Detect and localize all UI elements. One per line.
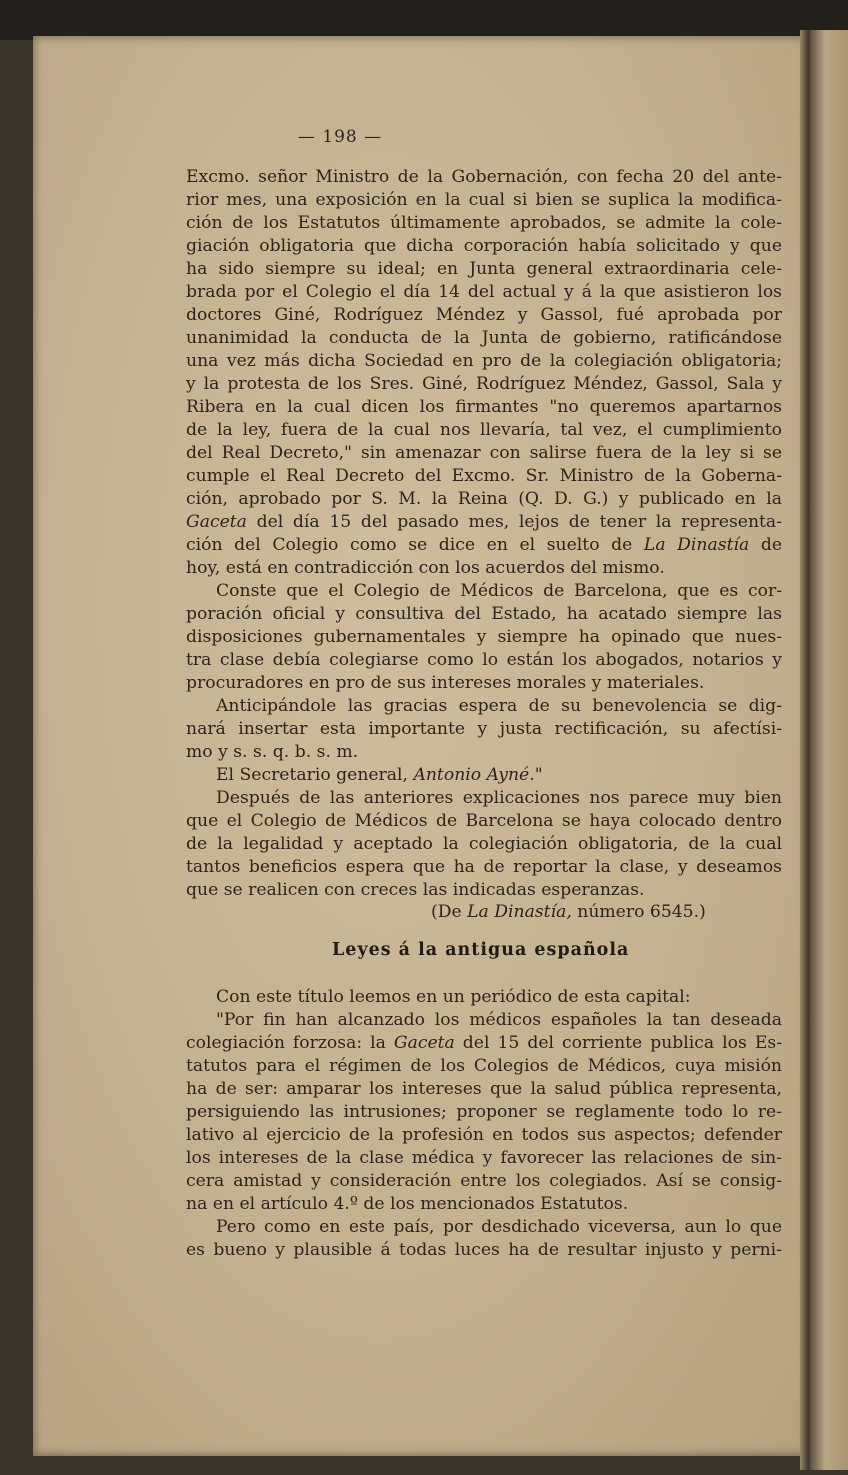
italic-la-dinastia: La Dinastía, [467,902,572,922]
text-run: (De [431,902,468,922]
text-line: nará insertar esta importante y justa rectificación, su afectísi- [186,719,782,739]
text-line: giación obligatoria que dicha corporación había solicitado y que [186,236,782,256]
italic-gaceta: Gaceta [393,1033,455,1053]
scanner-background [0,0,848,40]
text-line: tra clase debía colegiarse como lo están los abogados, notarios y [186,650,782,670]
text-line: brada por el Colegio el día 14 del actual y á la que asistieron los [186,282,782,302]
text-line [186,534,782,556]
text-run: ción del Colegio como se dice en el suelto de [186,535,644,555]
text-line: unanimidad la conducta de la Junta de gobierno, ratificándose [186,328,782,348]
text-line: tatutos para el régimen de los Colegios de Médicos, cuya misión [186,1056,782,1076]
text-line: tantos beneficios espera que ha de reportar la clase, y deseamos [186,857,782,877]
text-line: cumple el Real Decreto del Excmo. Sr. Ministro de la Goberna- [186,466,782,486]
text-line: es bueno y plausible á todas luces ha de resultar injusto y perni- [186,1240,782,1260]
text-line: los intereses de la clase médica y favorecer las relaciones de sin- [186,1148,782,1168]
section-heading: Leyes á la antigua española [332,940,630,960]
facing-page-edge [810,30,848,1470]
text-line: Pero como en este país, por desdichado viceversa, aun lo que [216,1217,782,1237]
text-line: Después de las anteriores explicaciones nos parece muy bien [216,788,782,808]
text-line: Excmo. señor Ministro de la Gobernación, con fecha 20 del ante- [186,167,782,187]
text-run: del día 15 del pasado mes, lejos de tener la representa- [246,512,782,532]
text-line: del Real Decreto," sin amenazar con salirse fuera de la ley si se [186,443,782,463]
text-line: que se realicen con creces las indicadas esperanzas. [186,880,645,900]
text-run: del 15 del corriente publica los Es- [454,1033,782,1053]
text-line: de la legalidad y aceptado la colegiación obligatoria, de la cual [186,834,782,854]
text-line: ha de ser: amparar los intereses que la salud pública representa, [186,1079,782,1099]
text-line: disposiciones gubernamentales y siempre ha opinado que nues- [186,627,782,647]
text-line: na en el artículo 4.º de los mencionados Estatutos. [186,1194,629,1214]
text-run: de [749,535,782,555]
text-line: y la protesta de los Sres. Giné, Rodríguez Méndez, Gassol, Sala y [186,374,782,394]
text-line: Conste que el Colegio de Médicos de Barcelona, que es cor- [216,581,782,601]
text-line: "Por fin han alcanzado los médicos españoles la tan deseada [216,1010,782,1030]
text-line: mo y s. s. q. b. s. m. [186,742,359,762]
text-line: doctores Giné, Rodríguez Méndez y Gassol, fué aprobada por [186,305,782,325]
text-line [186,1032,782,1054]
text-line: ción de los Estatutos últimamente aprobados, se admite la cole- [186,213,782,233]
text-line: Con este título leemos en un periódico de esta capital: [216,987,691,1007]
text-line: ción, aprobado por S. M. la Reina (Q. D. G.) y publicado en la [186,489,782,509]
text-line: una vez más dicha Sociedad en pro de la colegiación obligatoria; [186,351,782,371]
source-citation [431,902,706,922]
text-line: ha sido siempre su ideal; en Junta general extraordinaria cele- [186,259,782,279]
text-line: persiguiendo las intrusiones; proponer se reglamente todo lo re- [186,1102,782,1122]
text-run: colegiación forzosa: la [186,1033,394,1053]
text-line: Anticipándole las gracias espera de su benevolencia se dig- [216,696,782,716]
text-line: poración oficial y consultiva del Estado, ha acatado siempre las [186,604,782,624]
text-line: Ribera en la cual dicen los firmantes "no queremos apartarnos [186,397,782,417]
text-line: que el Colegio de Médicos de Barcelona se haya colocado dentro [186,811,782,831]
text-run: ." [529,765,543,785]
italic-gaceta: Gaceta [186,512,247,532]
italic-signatory: Antonio Ayné [413,765,530,785]
text-run: El Secretario general, [216,765,414,785]
text-line: de la ley, fuera de la cual nos llevaría, tal vez, el cumplimiento [186,420,782,440]
text-line: procuradores en pro de sus intereses morales y materiales. [186,673,705,693]
italic-la-dinastia: La Dinastía [643,535,750,555]
text-line [186,511,782,533]
text-line: rior mes, una exposición en la cual si bien se suplica la modifica- [186,190,782,210]
text-line: lativo al ejercicio de la profesión en todos sus aspectos; defender [186,1125,782,1145]
text-run: número 6545.) [571,902,706,922]
signature-line [216,764,543,786]
text-line: cera amistad y consideración entre los colegiados. Así se consig- [186,1171,782,1191]
text-line: hoy, está en contradicción con los acuerdos del mismo. [186,558,665,578]
page-number: — 198 — [297,127,383,147]
